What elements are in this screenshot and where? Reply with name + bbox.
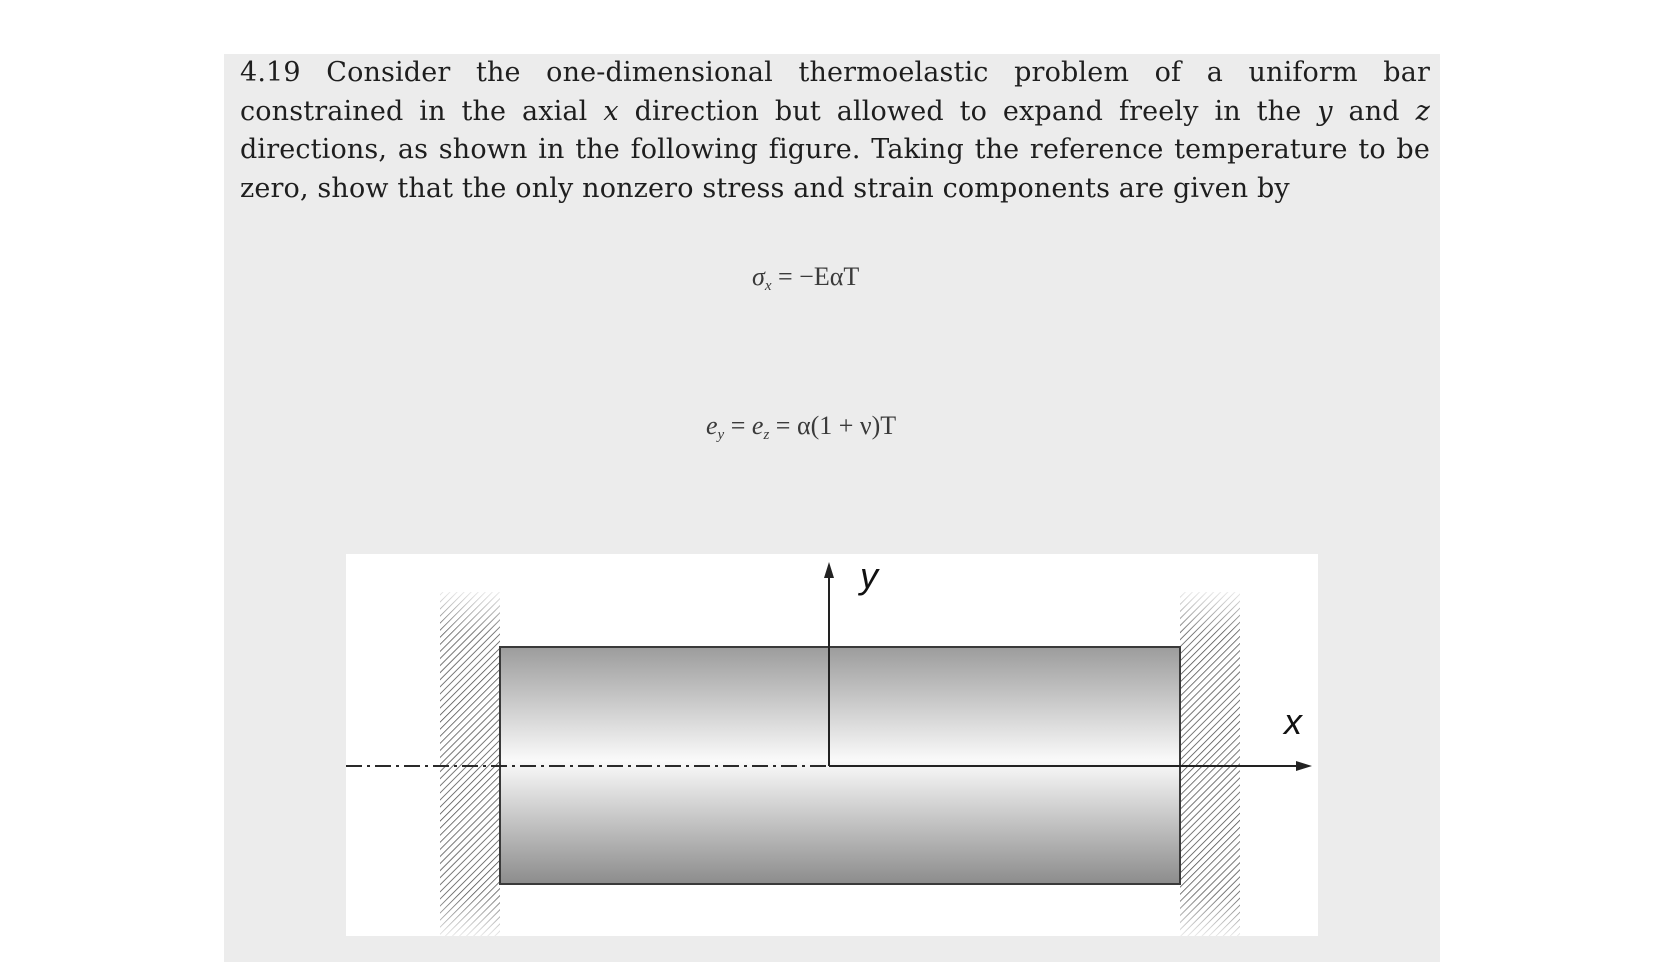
- right-wall-support: [1180, 592, 1240, 936]
- left-wall-support: [440, 592, 500, 936]
- x-axis-label: x: [1284, 701, 1302, 742]
- equation-strain: $e_y = e_z = \alpha(1 + \nu)T$: [706, 411, 897, 443]
- y-axis-label: y: [860, 555, 878, 596]
- bar-figure: [346, 554, 1318, 936]
- equation-stress: $\sigma_x = -E\alpha T$: [752, 262, 860, 294]
- problem-number: 4.19: [240, 57, 301, 88]
- problem-statement: 4.19 Consider the one-dimensional thermoelastic problem of a uniform bar constrained in the axial x direction but allowed to expand freely in the y and z directions, as shown in the following figure. Taking the reference temperature to be zero, show that the only nonzero stress and strain components are given by: [240, 57, 1430, 204]
